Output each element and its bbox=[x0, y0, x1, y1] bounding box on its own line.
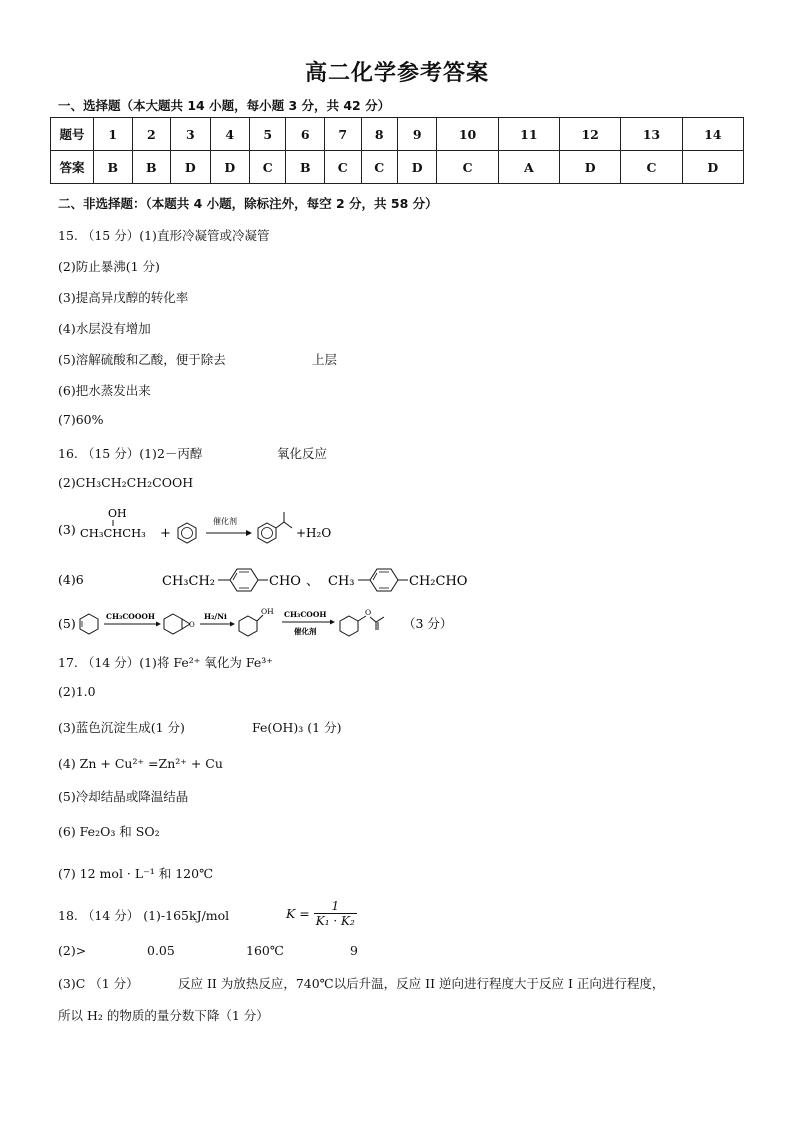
q18-answer-2-value-1: 0.05 bbox=[147, 943, 175, 958]
q16-a5-o: O bbox=[189, 621, 195, 629]
row-header-number: 题号 bbox=[51, 118, 94, 151]
q15-answer-6: (6)把水蒸发出来 bbox=[58, 383, 151, 398]
q15-answer-2: (2)防止暴沸(1 分) bbox=[58, 259, 160, 274]
table-cell: A bbox=[498, 151, 559, 184]
table-cell: 6 bbox=[286, 118, 325, 151]
benzene-ring-icon bbox=[230, 569, 258, 591]
cyclohexene-icon bbox=[80, 614, 98, 634]
q16-a5-reagent-2: H₂/Ni bbox=[204, 612, 227, 621]
table-cell: 2 bbox=[132, 118, 171, 151]
q16-a5-reagent-1: CH₃COOOH bbox=[106, 612, 155, 621]
q16-a4-struct2-left: CH₃ bbox=[328, 574, 355, 589]
q16-answer-3-reaction bbox=[58, 500, 358, 550]
table-cell: 9 bbox=[397, 118, 436, 151]
arrow-head-icon bbox=[246, 530, 252, 536]
q16-a3-label: (3) bbox=[58, 522, 76, 537]
q18-k-denominator: K₁ · K₂ bbox=[315, 914, 355, 928]
arrow-head-icon bbox=[330, 620, 335, 625]
q16-answer-2: (2)CH₃CH₂CH₂COOH bbox=[58, 475, 194, 490]
table-cell: 11 bbox=[498, 118, 559, 151]
q15-answer-5b: 上层 bbox=[312, 352, 338, 367]
q16-a5-oh: OH bbox=[261, 607, 274, 616]
table-cell: D bbox=[171, 151, 210, 184]
table-cell: C bbox=[361, 151, 397, 184]
q18-answer-3-label: (3)C （1 分） bbox=[58, 976, 139, 991]
table-cell: 8 bbox=[361, 118, 397, 151]
table-cell: 7 bbox=[325, 118, 361, 151]
table-cell: B bbox=[94, 151, 133, 184]
q16-header: 16. （15 分）(1)2－丙醇 bbox=[58, 446, 203, 461]
q17-answer-5: (5)冷却结晶或降温结晶 bbox=[58, 789, 189, 804]
table-row-numbers bbox=[51, 118, 744, 151]
q16-a3-plus: + bbox=[160, 526, 171, 541]
q18-answer-2-label: (2)> bbox=[58, 943, 87, 958]
section-2-heading: 二、非选择题：（本题共 4 小题，除标注外，每空 2 分，共 58 分） bbox=[58, 196, 438, 211]
benzene-ring-icon bbox=[370, 569, 398, 591]
table-cell: D bbox=[682, 151, 743, 184]
table-cell: 3 bbox=[171, 118, 210, 151]
q17-answer-3b: Fe(OH)₃ (1 分) bbox=[252, 720, 342, 735]
q16-a5-reagent-3: CH₃COOH bbox=[284, 610, 327, 619]
row-header-answer: 答案 bbox=[51, 151, 94, 184]
table-cell: B bbox=[286, 151, 325, 184]
q18-k-expression bbox=[286, 899, 357, 928]
q16-a5-label: (5) bbox=[58, 616, 76, 631]
table-cell: D bbox=[560, 151, 621, 184]
epoxide-icon bbox=[164, 614, 195, 634]
table-cell: C bbox=[250, 151, 286, 184]
q15-answer-4: (4)水层没有增加 bbox=[58, 321, 151, 336]
q16-answer-1b: 氧化反应 bbox=[277, 446, 328, 461]
q16-a3-catalyst: 催化剂 bbox=[213, 517, 237, 526]
q17-answer-2: (2)1.0 bbox=[58, 684, 96, 699]
table-cell: D bbox=[397, 151, 436, 184]
q16-a4-struct1-left: CH₃CH₂ bbox=[162, 574, 215, 589]
q18-answer-3-text-2: 所以 H₂ 的物质的量分数下降（1 分） bbox=[58, 1008, 269, 1023]
benzene-ring-icon bbox=[178, 523, 196, 543]
table-cell: D bbox=[210, 151, 249, 184]
table-row-answers bbox=[51, 151, 744, 184]
q18-answer-3-text: 反应 II 为放热反应，740℃以后升温，反应 II 逆向进行程度大于反应 I 正向进行程度， bbox=[178, 976, 665, 991]
q17-answer-4: (4) Zn + Cu²⁺ =Zn²⁺ + Cu bbox=[58, 756, 223, 771]
q15-header: 15. （15 分）(1)直形冷凝管或冷凝管 bbox=[58, 228, 270, 243]
cumene-structure-icon bbox=[258, 512, 292, 543]
table-cell: C bbox=[325, 151, 361, 184]
table-cell: C bbox=[437, 151, 498, 184]
q16-answer-5-route bbox=[58, 602, 478, 642]
q17-answer-3: (3)蓝色沉淀生成(1 分) bbox=[58, 720, 185, 735]
table-cell: 5 bbox=[250, 118, 286, 151]
q18-k-left: K = bbox=[286, 906, 310, 921]
cyclohexanol-icon bbox=[239, 607, 274, 636]
q16-a5-score: （3 分） bbox=[403, 616, 453, 631]
q15-answer-7: (7)60% bbox=[58, 412, 104, 427]
table-cell: 4 bbox=[210, 118, 249, 151]
q16-a3-reactant: CH₃CHCH₃ bbox=[80, 526, 146, 540]
table-cell: 14 bbox=[682, 118, 743, 151]
q16-a4-struct2-right: CH₂CHO bbox=[409, 574, 468, 589]
q18-answer-2-value-3: 9 bbox=[350, 943, 358, 958]
table-cell: 13 bbox=[621, 118, 682, 151]
answer-table bbox=[50, 117, 744, 184]
q16-a5-catalyst: 催化剂 bbox=[294, 627, 317, 636]
q16-answer-4-structures bbox=[58, 562, 498, 598]
q16-a5-o: O bbox=[365, 608, 372, 617]
section-1-heading: 一、选择题（本大题共 14 小题，每小题 3 分，共 42 分） bbox=[58, 98, 391, 113]
q18-answer-2-value-2: 160℃ bbox=[246, 943, 284, 958]
q16-a4-label: (4)6 bbox=[58, 572, 84, 587]
q18-header: 18. （14 分） (1)-165kJ/mol bbox=[58, 908, 230, 923]
q18-k-numerator: 1 bbox=[314, 899, 357, 914]
table-cell: 12 bbox=[560, 118, 621, 151]
q16-a4-separator: 、 bbox=[306, 574, 320, 589]
table-cell: 10 bbox=[437, 118, 498, 151]
table-cell: C bbox=[621, 151, 682, 184]
cyclohexyl-acetate-icon bbox=[340, 608, 384, 636]
q17-header: 17. （14 分）(1)将 Fe²⁺ 氧化为 Fe³⁺ bbox=[58, 655, 273, 670]
arrow-head-icon bbox=[230, 622, 235, 627]
q16-a3-oh-label: OH bbox=[108, 507, 127, 520]
q15-answer-3: (3)提高异戊醇的转化率 bbox=[58, 290, 189, 305]
q17-answer-6: (6) Fe₂O₃ 和 SO₂ bbox=[58, 824, 160, 839]
table-cell: B bbox=[132, 151, 171, 184]
q18-k-fraction bbox=[314, 899, 357, 928]
q16-a4-struct1-right: CHO bbox=[269, 574, 301, 589]
arrow-head-icon bbox=[156, 622, 161, 627]
q16-a3-product-tail: +H₂O bbox=[296, 526, 332, 540]
q17-answer-7: (7) 12 mol · L⁻¹ 和 120℃ bbox=[58, 866, 214, 881]
table-cell: 1 bbox=[94, 118, 133, 151]
page-title: 高二化学参考答案 bbox=[304, 61, 489, 86]
q15-answer-5: (5)溶解硫酸和乙酸，便于除去 bbox=[58, 352, 226, 367]
